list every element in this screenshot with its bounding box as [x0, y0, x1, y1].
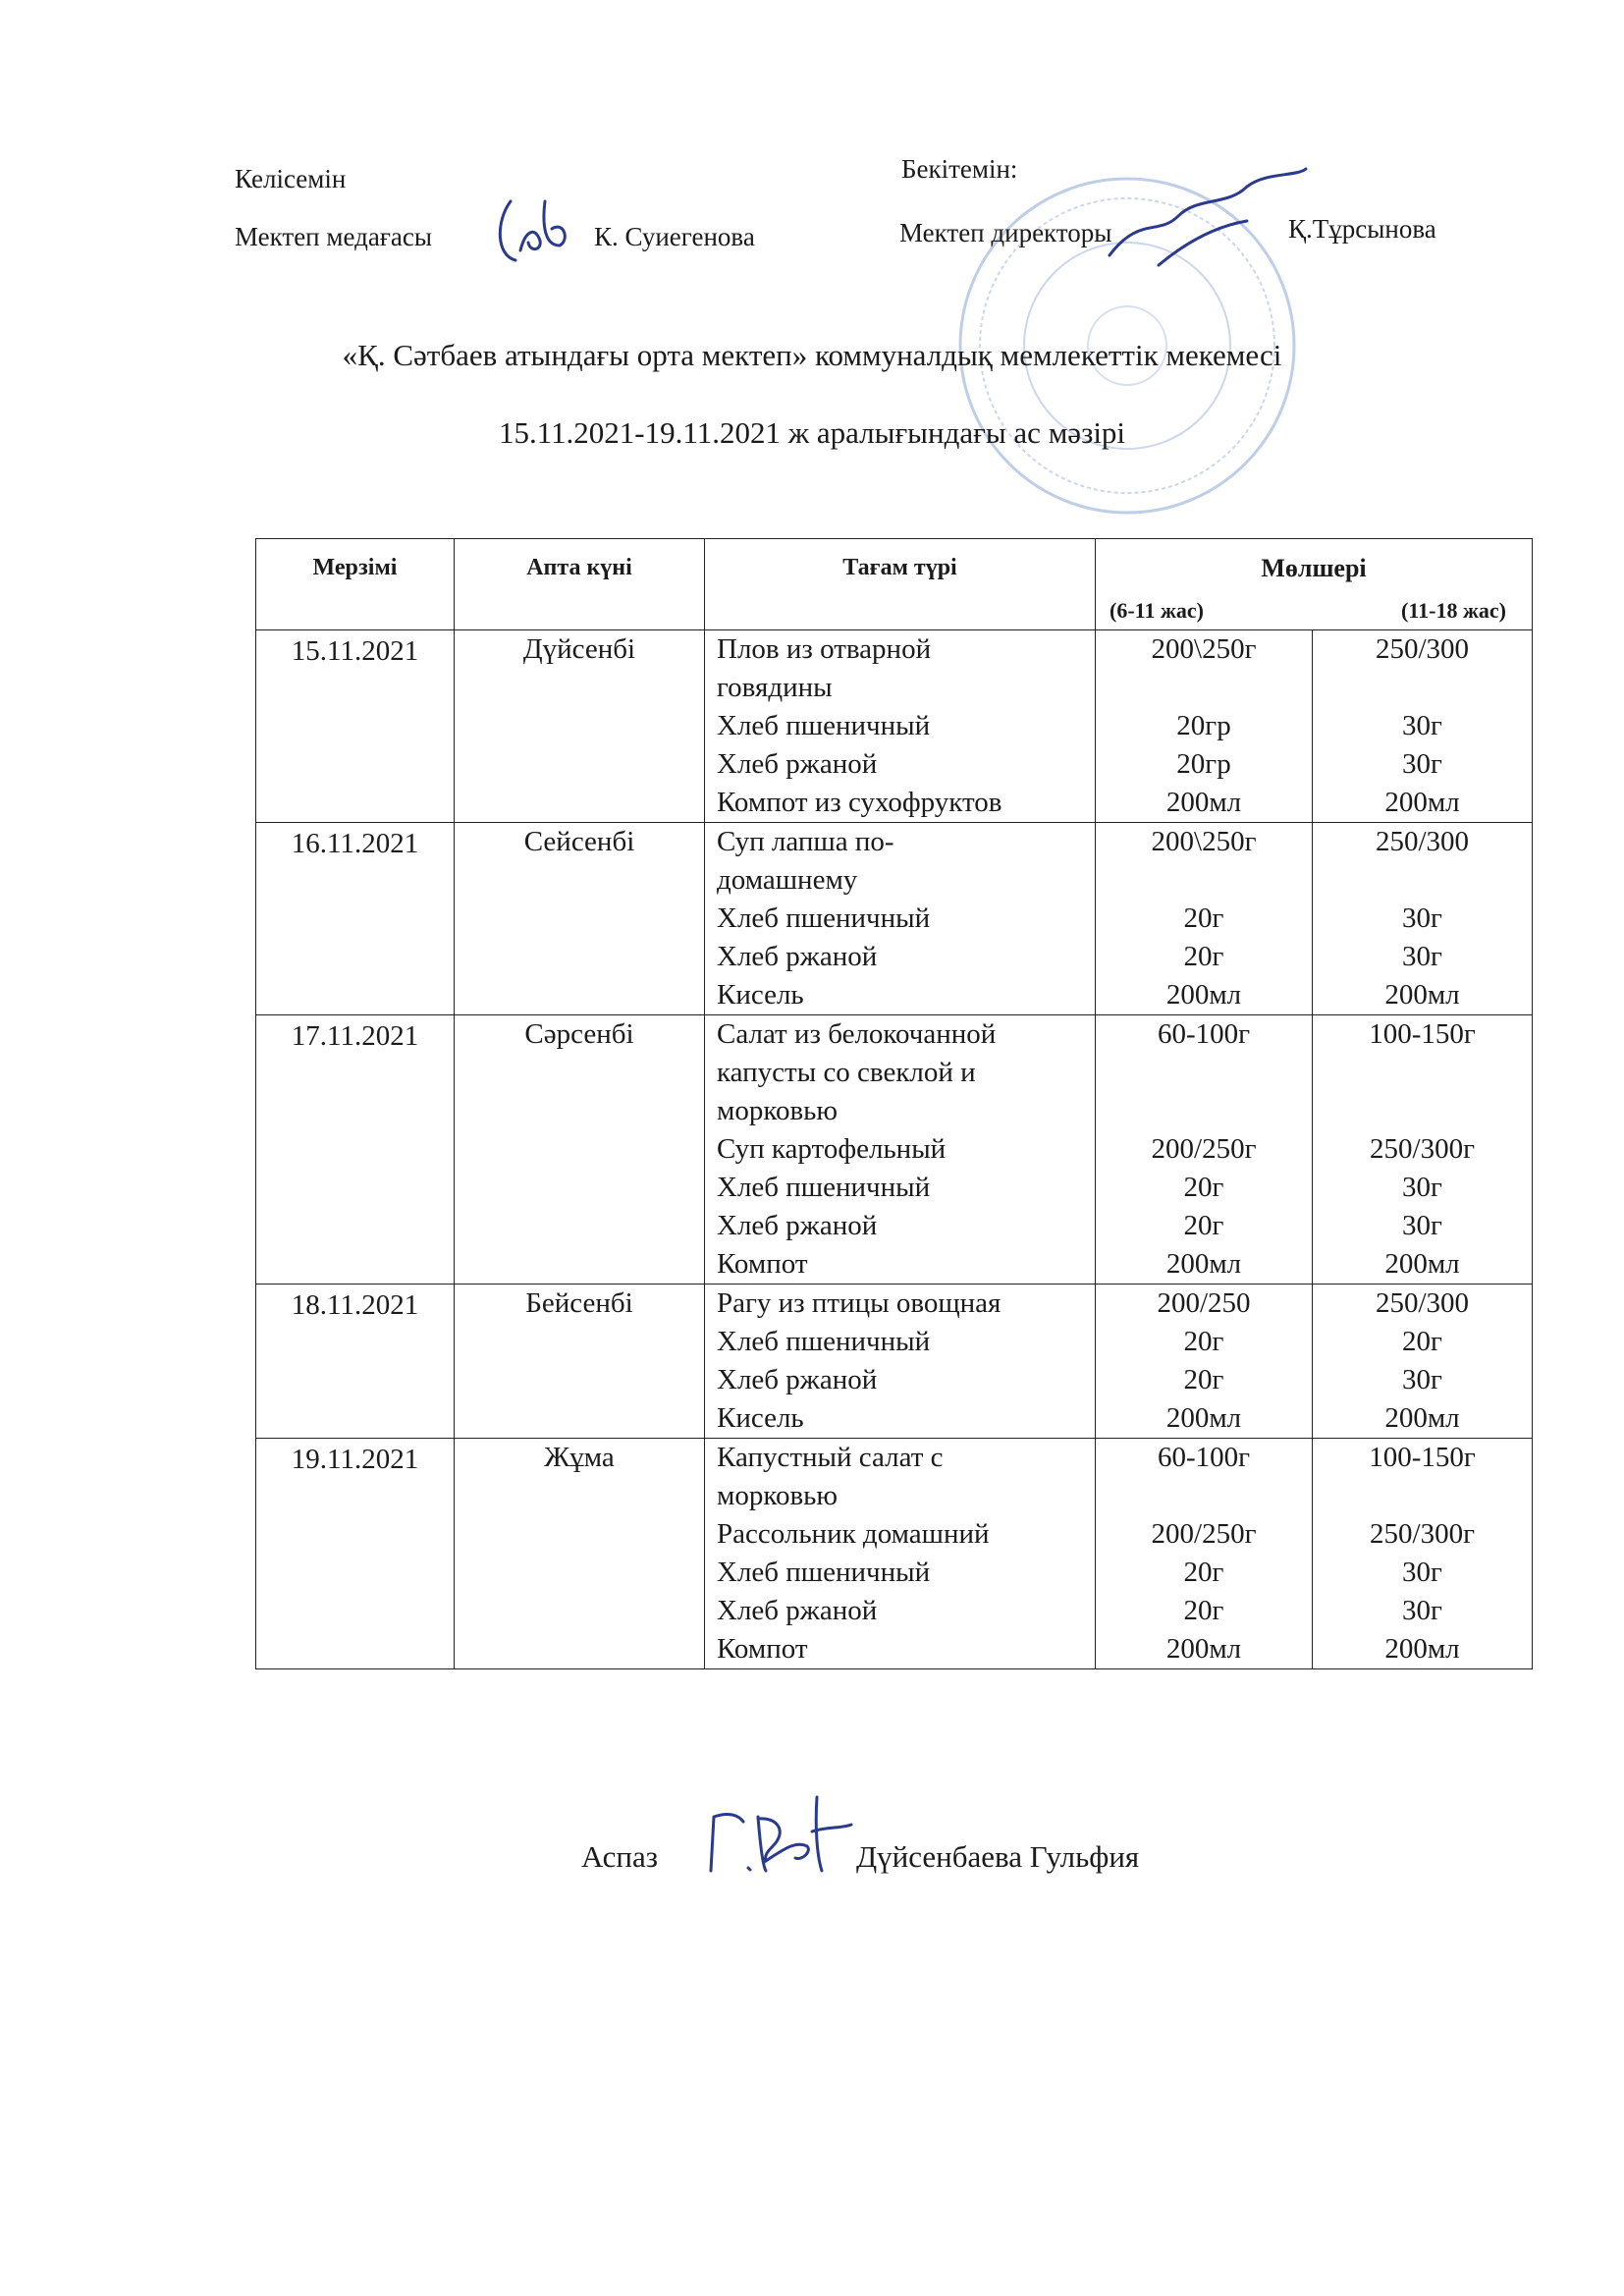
dish-cell [705, 823, 1096, 1015]
dish-item: говядины [717, 672, 833, 703]
portion-11-18: 200мл [1384, 979, 1460, 1011]
header-portion-label: Мөлшері [1261, 554, 1367, 582]
portion-11-18: 20г [1402, 1326, 1442, 1357]
dish-item: Капустный салат с [717, 1442, 944, 1473]
portion-6-11 [1096, 669, 1312, 707]
dish-item: Кисель [717, 979, 804, 1011]
portion-11-18: 200мл [1384, 1633, 1460, 1665]
nurse-name: К. Суиегенова [594, 222, 755, 251]
portion-6-11: 200мл [1165, 1633, 1242, 1665]
portion-11-18: 250/300 [1375, 633, 1470, 665]
dish-item: Хлеб пшеничный [717, 902, 931, 934]
nurse-signature [491, 182, 579, 270]
dish-item: капусты со свеклой и [717, 1057, 976, 1088]
weekday-text: Сейсенбі [523, 826, 635, 857]
portion-11-18-cell [1313, 1439, 1533, 1669]
portion-11-18: 30г [1402, 748, 1442, 780]
portion-6-11-cell [1096, 1439, 1313, 1669]
portion-11-18: 250/300г [1370, 1518, 1475, 1550]
agreed-label: Келісемін [235, 164, 347, 193]
portion-6-11: 20г [1183, 1364, 1224, 1395]
cook-label: Аспаз [581, 1839, 658, 1874]
approved-label: Бекітемін: [901, 154, 1018, 184]
date-text: 17.11.2021 [291, 1020, 419, 1052]
weekday-cell [455, 1015, 705, 1285]
director-label: Мектеп директоры [899, 218, 1112, 247]
portion-6-11: 20г [1183, 1557, 1224, 1588]
dish-item: Хлеб пшеничный [717, 1557, 931, 1588]
table-row [256, 1015, 1533, 1285]
weekday-cell [455, 630, 705, 823]
portion-6-11: 200мл [1165, 1402, 1242, 1434]
table-header-row [256, 539, 1533, 630]
dish-item: домашнему [717, 864, 858, 896]
dish-cell [705, 1015, 1096, 1285]
portion-6-11-cell [1096, 1015, 1313, 1285]
header-weekday: Апта күні [455, 539, 705, 630]
portion-6-11: 20г [1183, 902, 1224, 934]
header-portion [1096, 539, 1533, 630]
weekday-text: Бейсенбі [525, 1287, 633, 1319]
date-text: 16.11.2021 [291, 828, 419, 859]
header-age-11-18: (11-18 жас) [1401, 598, 1506, 623]
dish-item: Хлеб ржаной [717, 941, 878, 972]
date-cell [256, 630, 455, 823]
portion-6-11 [1096, 1092, 1312, 1130]
portion-11-18: 250/300г [1370, 1133, 1475, 1165]
weekday-cell [455, 1439, 705, 1669]
portion-6-11: 20гр [1176, 748, 1231, 780]
portion-6-11: 200мл [1165, 1248, 1242, 1280]
dish-item: Компот [717, 1633, 808, 1665]
date-cell [256, 1015, 455, 1285]
portion-6-11 [1096, 1054, 1312, 1092]
dish-cell [705, 1439, 1096, 1669]
portion-6-11-cell [1096, 1285, 1313, 1439]
dish-item: Хлеб ржаной [717, 1210, 878, 1241]
header-dish: Тағам түрі [705, 539, 1096, 630]
portion-6-11: 60-100г [1157, 1442, 1251, 1473]
portion-11-18: 250/300 [1375, 1287, 1470, 1319]
portion-11-18: 100-150г [1369, 1018, 1476, 1050]
table-row [256, 630, 1533, 823]
portion-6-11: 200мл [1165, 979, 1242, 1011]
portion-6-11: 200\250г [1151, 633, 1257, 665]
portion-11-18: 250/300 [1375, 826, 1470, 857]
weekday-text: Жұма [544, 1442, 615, 1473]
dish-item: морковью [717, 1480, 839, 1511]
portion-6-11: 20г [1183, 1210, 1224, 1241]
dish-cell [705, 630, 1096, 823]
portion-11-18 [1313, 1054, 1532, 1092]
portion-11-18 [1313, 1092, 1532, 1130]
director-name: Қ.Тұрсынова [1288, 214, 1436, 244]
dish-item: морковью [717, 1095, 839, 1126]
portion-11-18-cell [1313, 1285, 1533, 1439]
dish-cell [705, 1285, 1096, 1439]
dish-item: Хлеб пшеничный [717, 1326, 931, 1357]
weekday-cell [455, 823, 705, 1015]
portion-6-11: 200/250г [1151, 1133, 1257, 1165]
portion-6-11-cell [1096, 823, 1313, 1015]
date-cell [256, 1439, 455, 1669]
portion-6-11: 20г [1183, 941, 1224, 972]
dish-item: Хлеб пшеничный [717, 1172, 931, 1203]
portion-6-11: 20гр [1176, 710, 1231, 741]
weekday-cell [455, 1285, 705, 1439]
portion-6-11: 200\250г [1151, 826, 1257, 857]
director-signature [1100, 157, 1316, 275]
portion-11-18 [1313, 1477, 1532, 1515]
portion-11-18: 30г [1402, 710, 1442, 741]
portion-11-18: 30г [1402, 902, 1442, 934]
weekday-text: Сәрсенбі [524, 1018, 634, 1050]
dish-item: Рагу из птицы овощная [717, 1287, 1001, 1319]
menu-table [255, 538, 1533, 1669]
dish-item: Компот [717, 1248, 808, 1280]
portion-11-18: 200мл [1384, 787, 1460, 818]
portion-6-11: 200мл [1165, 787, 1242, 818]
table-row [256, 1285, 1533, 1439]
portion-11-18: 30г [1402, 1557, 1442, 1588]
dish-item: Суп лапша по- [717, 826, 894, 857]
dish-item: Плов из отварной [717, 633, 932, 665]
cook-signature [699, 1787, 856, 1881]
document-title: «Қ. Сәтбаев атындағы орта мектеп» коммуналдық мемлекеттік мекемесі [342, 338, 1282, 372]
header-date: Мерзімі [256, 539, 455, 630]
dish-item: Кисель [717, 1402, 804, 1434]
portion-6-11: 20г [1183, 1172, 1224, 1203]
portion-6-11: 200/250 [1157, 1287, 1251, 1319]
portion-11-18 [1313, 861, 1532, 900]
dish-item: Хлеб ржаной [717, 1595, 878, 1626]
date-text: 19.11.2021 [291, 1444, 419, 1475]
portion-11-18: 30г [1402, 941, 1442, 972]
document-subtitle: 15.11.2021-19.11.2021 ж аралығындағы ас мәзірі [498, 415, 1126, 450]
portion-11-18: 200мл [1384, 1402, 1460, 1434]
portion-11-18: 100-150г [1369, 1442, 1476, 1473]
portion-11-18 [1313, 669, 1532, 707]
portion-11-18: 30г [1402, 1364, 1442, 1395]
portion-11-18: 30г [1402, 1595, 1442, 1626]
portion-11-18-cell [1313, 630, 1533, 823]
portion-11-18-cell [1313, 823, 1533, 1015]
date-text: 18.11.2021 [291, 1289, 419, 1321]
dish-item: Суп картофельный [717, 1133, 947, 1165]
table-row [256, 823, 1533, 1015]
nurse-label: Мектеп медағасы [235, 222, 432, 251]
portion-11-18: 30г [1402, 1172, 1442, 1203]
portion-6-11: 20г [1183, 1326, 1224, 1357]
portion-6-11 [1096, 1477, 1312, 1515]
portion-6-11: 20г [1183, 1595, 1224, 1626]
date-cell [256, 823, 455, 1015]
date-text: 15.11.2021 [291, 635, 419, 667]
header-age-6-11: (6-11 жас) [1110, 598, 1204, 623]
portion-6-11 [1096, 861, 1312, 900]
portion-11-18: 200мл [1384, 1248, 1460, 1280]
dish-item: Салат из белокочанной [717, 1018, 997, 1050]
table-row [256, 1439, 1533, 1669]
dish-item: Рассольник домашний [717, 1518, 990, 1550]
dish-item: Хлеб ржаной [717, 1364, 878, 1395]
weekday-text: Дүйсенбі [522, 633, 636, 665]
portion-6-11: 200/250г [1151, 1518, 1257, 1550]
dish-item: Хлеб ржаной [717, 748, 878, 780]
portion-6-11: 60-100г [1157, 1018, 1251, 1050]
cook-name: Дүйсенбаева Гульфия [856, 1839, 1140, 1874]
dish-item: Хлеб пшеничный [717, 710, 931, 741]
date-cell [256, 1285, 455, 1439]
portion-11-18-cell [1313, 1015, 1533, 1285]
dish-item: Компот из сухофруктов [717, 787, 1002, 818]
portion-6-11-cell [1096, 630, 1313, 823]
portion-11-18: 30г [1402, 1210, 1442, 1241]
